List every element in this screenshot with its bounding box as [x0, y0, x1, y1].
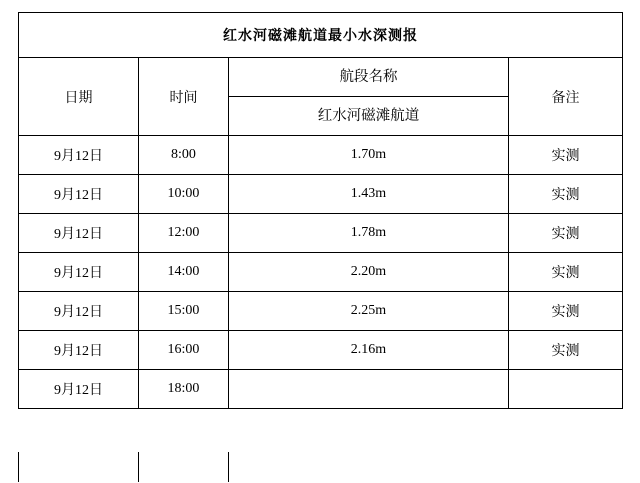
- cell-time: 8:00: [139, 136, 229, 175]
- cell-remark: 实测: [509, 331, 623, 370]
- cell-depth: [229, 370, 509, 409]
- column-header-section-title: 航段名称: [229, 58, 508, 97]
- cell-remark: 实测: [509, 214, 623, 253]
- cell-time: 14:00: [139, 253, 229, 292]
- cell-depth: 1.70m: [229, 136, 509, 175]
- table-row: [19, 292, 623, 331]
- title-row: [19, 13, 623, 58]
- gridline-left: [18, 452, 19, 482]
- report-sheet: [0, 12, 640, 483]
- gridline-time-section: [228, 452, 229, 482]
- cell-depth: 1.43m: [229, 175, 509, 214]
- cell-remark: 实测: [509, 292, 623, 331]
- cell-remark: 实测: [509, 253, 623, 292]
- cell-date: 9月12日: [19, 331, 139, 370]
- cell-time: 12:00: [139, 214, 229, 253]
- cell-depth: 1.78m: [229, 214, 509, 253]
- cell-time: 18:00: [139, 370, 229, 409]
- page-title: 红水河磁滩航道最小水深测报: [19, 13, 623, 58]
- gridline-date-time: [138, 452, 139, 482]
- cell-remark: 实测: [509, 136, 623, 175]
- cell-time: 15:00: [139, 292, 229, 331]
- column-header-date: 日期: [19, 58, 139, 136]
- table-row: [19, 175, 623, 214]
- cell-depth: 2.25m: [229, 292, 509, 331]
- table-row: [19, 331, 623, 370]
- column-header-section: [229, 58, 509, 136]
- table-bottom-gridlines: [18, 452, 622, 482]
- table-row: [19, 136, 623, 175]
- table-row: [19, 370, 623, 409]
- cell-remark: [509, 370, 623, 409]
- cell-depth: 2.16m: [229, 331, 509, 370]
- column-header-time: 时间: [139, 58, 229, 136]
- water-depth-report-table: [18, 12, 623, 409]
- table-row: [19, 253, 623, 292]
- cell-depth: 2.20m: [229, 253, 509, 292]
- cell-remark: 实测: [509, 175, 623, 214]
- cell-date: 9月12日: [19, 136, 139, 175]
- cell-date: 9月12日: [19, 175, 139, 214]
- column-header-section-subtitle: 红水河磁滩航道: [317, 108, 420, 124]
- table-row: [19, 214, 623, 253]
- cell-time: 16:00: [139, 331, 229, 370]
- cell-time: 10:00: [139, 175, 229, 214]
- cell-date: 9月12日: [19, 292, 139, 331]
- cell-date: 9月12日: [19, 370, 139, 409]
- column-header-remark: 备注: [509, 58, 623, 136]
- cell-date: 9月12日: [19, 214, 139, 253]
- cell-date: 9月12日: [19, 253, 139, 292]
